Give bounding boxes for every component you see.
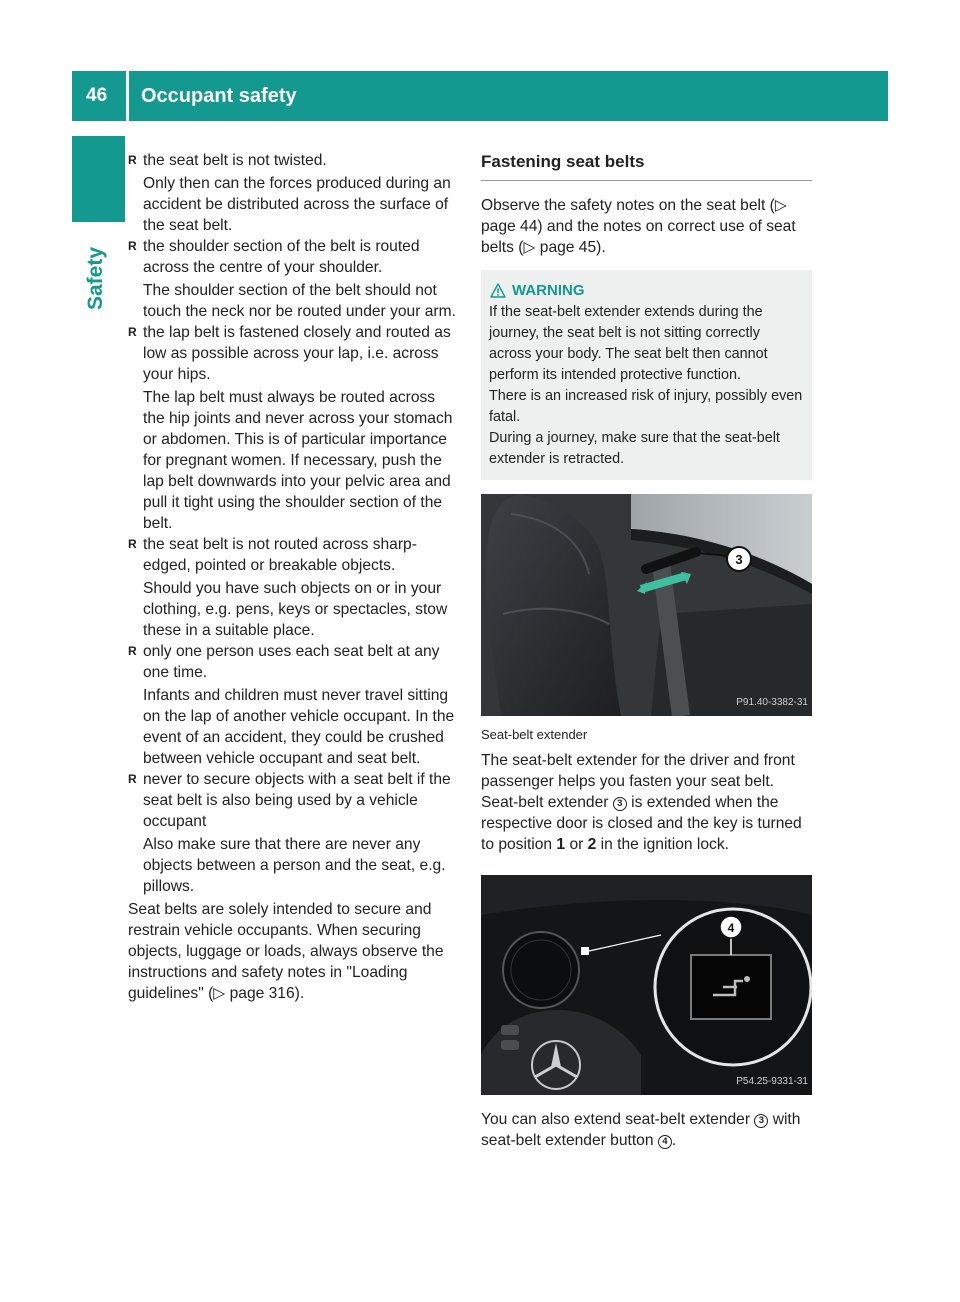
- closing-paragraph: Seat belts are solely intended to secure and restrain vehicle occupants. When securing objects, luggage or loads, always observe the instructions and safety notes in "Loading guidelines" (▷ page 316).: [128, 901, 444, 1002]
- figure-code: P54.25-9331-31: [736, 1076, 808, 1087]
- body-paragraph: [481, 1109, 812, 1151]
- body-text: .: [671, 1132, 677, 1149]
- warning-paragraph: There is an increased risk of injury, possibly even fatal.: [489, 388, 803, 425]
- intro-paragraph: Observe the safety notes on the seat belt (▷ page 44) and the notes on correct use of seat belts (▷ page 45).: [481, 197, 796, 256]
- body-text: is extended when the respective door is closed and the key is turned to position: [481, 794, 802, 853]
- warning-paragraph: During a journey, make sure that the seat-belt extender is retracted.: [489, 430, 780, 467]
- body-text: with seat-belt extender button: [481, 1111, 801, 1149]
- warning-title: [489, 280, 804, 301]
- body-text: You can also extend seat-belt extender: [481, 1111, 755, 1128]
- seat-illustration: [481, 494, 812, 716]
- list-item-detail: Should you have such objects on or in your clothing, e.g. pens, keys or spectacles, stow these in a suitable place.: [143, 580, 448, 639]
- body-text: Seat-belt extender: [481, 794, 613, 811]
- left-column: [128, 150, 460, 1004]
- body-text: in the ignition lock.: [596, 836, 729, 853]
- list-item-detail: Infants and children must never travel sitting on the lap of another vehicle occupant. In the event of an accident, they could be crushed between vehicle occupant and seat belt.: [143, 687, 455, 767]
- page-title: Occupant safety: [141, 85, 297, 107]
- seat-belt-extender-photo: [481, 494, 812, 716]
- list-item: R only one person uses each seat belt at any one time.: [128, 641, 460, 683]
- figure-callout-label: 4: [727, 921, 735, 935]
- callout-number: 4: [658, 1135, 672, 1149]
- warning-paragraph: If the seat-belt extender extends during the journey, the seat belt is not sitting correctly across your body. The seat belt then cannot perform its intended protective function.: [489, 304, 768, 383]
- seat-belt-extender-button-photo: [481, 875, 812, 1095]
- body-text: The seat-belt extender for the driver and front passenger helps you fasten your seat belt.: [481, 752, 795, 790]
- list-item: R the shoulder section of the belt is routed across the centre of your shoulder.: [128, 236, 460, 278]
- list-item-detail: The lap belt must always be routed across the hip joints and never across your stomach or abdomen. This is of particular importance for pregnant women. If necessary, push the lap belt downwards into your pelvic area and pull it tight using the shoulder section of the belt.: [143, 389, 453, 532]
- figure-code: P91.40-3382-31: [736, 697, 808, 708]
- body-paragraph: [481, 750, 812, 855]
- side-tab-label: Safety: [84, 246, 107, 310]
- list-item-detail: Only then can the forces produced during an accident be distributed across the surface of the seat belt.: [143, 175, 451, 234]
- list-item: R the seat belt is not twisted.: [128, 150, 460, 171]
- list-item-detail: The shoulder section of the belt should not touch the neck nor be routed under your arm.: [143, 282, 456, 320]
- warning-box: [481, 270, 812, 480]
- callout-number: 3: [613, 797, 627, 811]
- list-item: R never to secure objects with a seat belt if the seat belt is also being used by a vehicle occupant: [128, 769, 460, 832]
- list-item: R the lap belt is fastened closely and routed as low as possible across your lap, i.e. across your hips.: [128, 322, 460, 385]
- ignition-position: 1: [556, 836, 566, 853]
- warning-title-text: WARNING: [512, 282, 585, 299]
- body-text: or: [565, 836, 588, 853]
- dashboard-illustration: [481, 875, 812, 1095]
- ignition-position: 2: [587, 836, 597, 853]
- list-item: R the seat belt is not routed across sharp-edged, pointed or breakable objects.: [128, 534, 460, 576]
- figure-callout-label: 3: [735, 552, 743, 567]
- list-item-detail: Also make sure that there are never any objects between a person and the seat, e.g. pillows.: [143, 836, 446, 895]
- right-column: [481, 150, 812, 1151]
- callout-number: 3: [754, 1114, 768, 1128]
- page-number: 46: [86, 85, 108, 106]
- figure-caption: Seat-belt extender: [481, 727, 588, 742]
- warning-triangle-icon: [490, 283, 506, 298]
- header-divider: [126, 71, 129, 121]
- side-tab-marker: [72, 136, 125, 222]
- section-heading: Fastening seat belts: [481, 151, 812, 181]
